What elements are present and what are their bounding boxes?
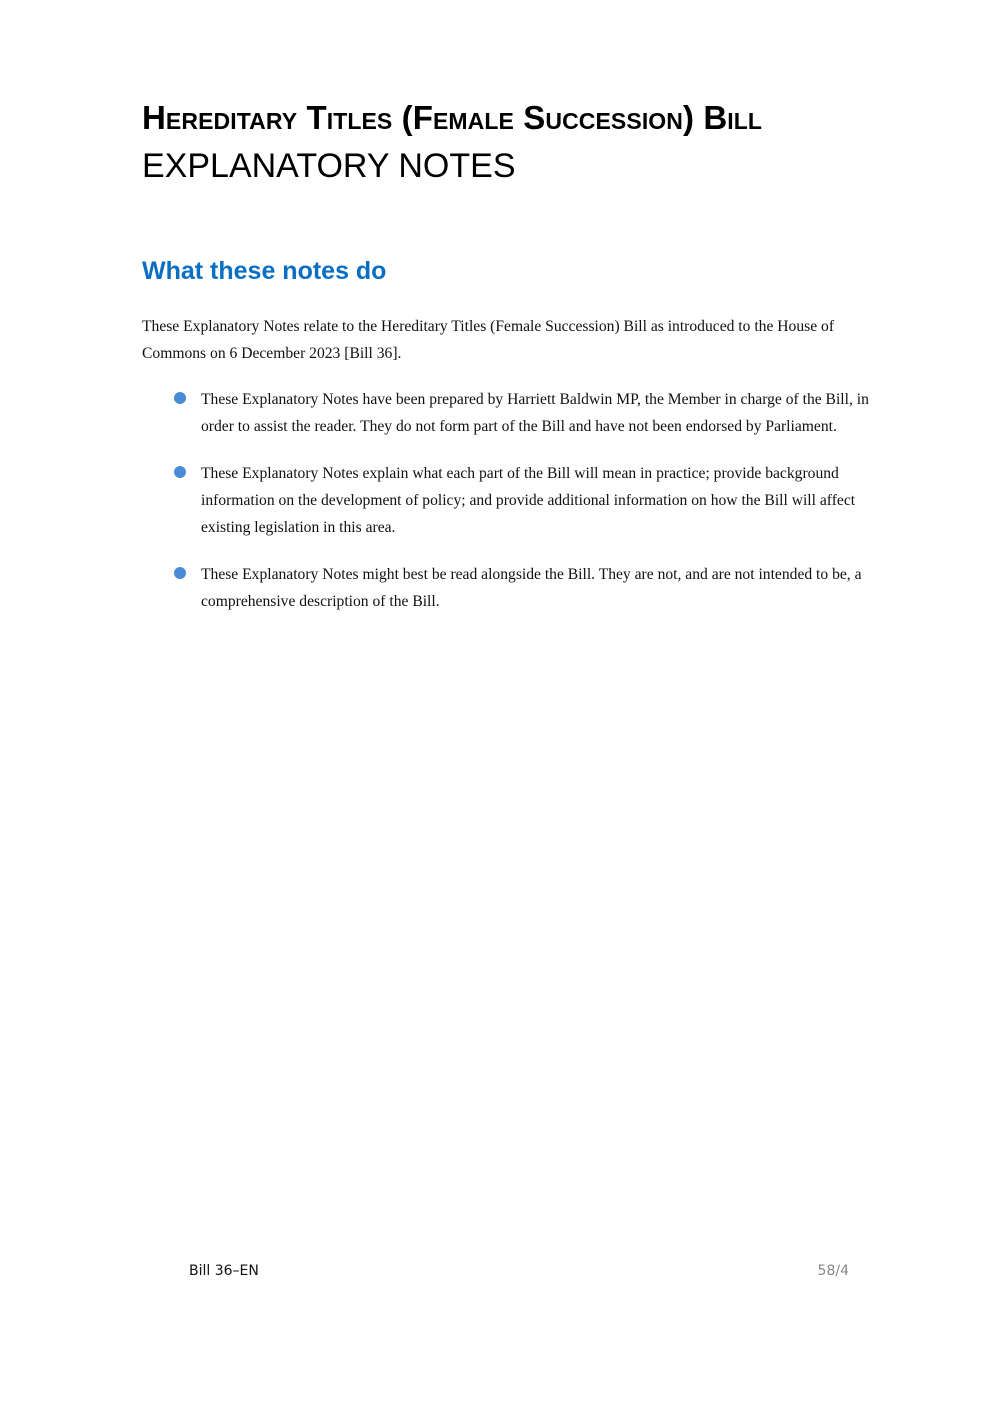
bullet-list (142, 386, 902, 635)
section-heading: What these notes do (142, 257, 387, 285)
bullet-text: These Explanatory Notes might best be read alongside the Bill. They are not, and are not intended to be, a comprehensive description of the Bill. (201, 566, 862, 610)
bullet-item (142, 386, 902, 440)
bullet-dot-icon (174, 392, 186, 404)
bullet-dot-icon (174, 466, 186, 478)
footer-bill-reference: Bill 36–EN (189, 1263, 259, 1279)
bullet-dot-icon (174, 567, 186, 579)
bullet-item (142, 561, 902, 615)
bill-title: Hereditary Titles (Female Succession) Bill (142, 99, 763, 136)
bullet-item (142, 460, 902, 541)
bullet-text: These Explanatory Notes explain what each part of the Bill will mean in practice; provide background information on the development of policy; and provide additional information on how the Bill will affect existing legislation in this area. (201, 465, 856, 536)
intro-paragraph: These Explanatory Notes relate to the Hereditary Titles (Female Succession) Bill as introduced to the House of Commons on 6 December 2023 [Bill 36]. (142, 318, 835, 362)
bullet-text: These Explanatory Notes have been prepared by Harriett Baldwin MP, the Member in charge of the Bill, in order to assist the reader. They do not form part of the Bill and have not been endorsed by Parliament. (201, 391, 869, 435)
document-subtitle: EXPLANATORY NOTES (142, 147, 516, 185)
footer-page-code: 58/4 (817, 1263, 849, 1279)
